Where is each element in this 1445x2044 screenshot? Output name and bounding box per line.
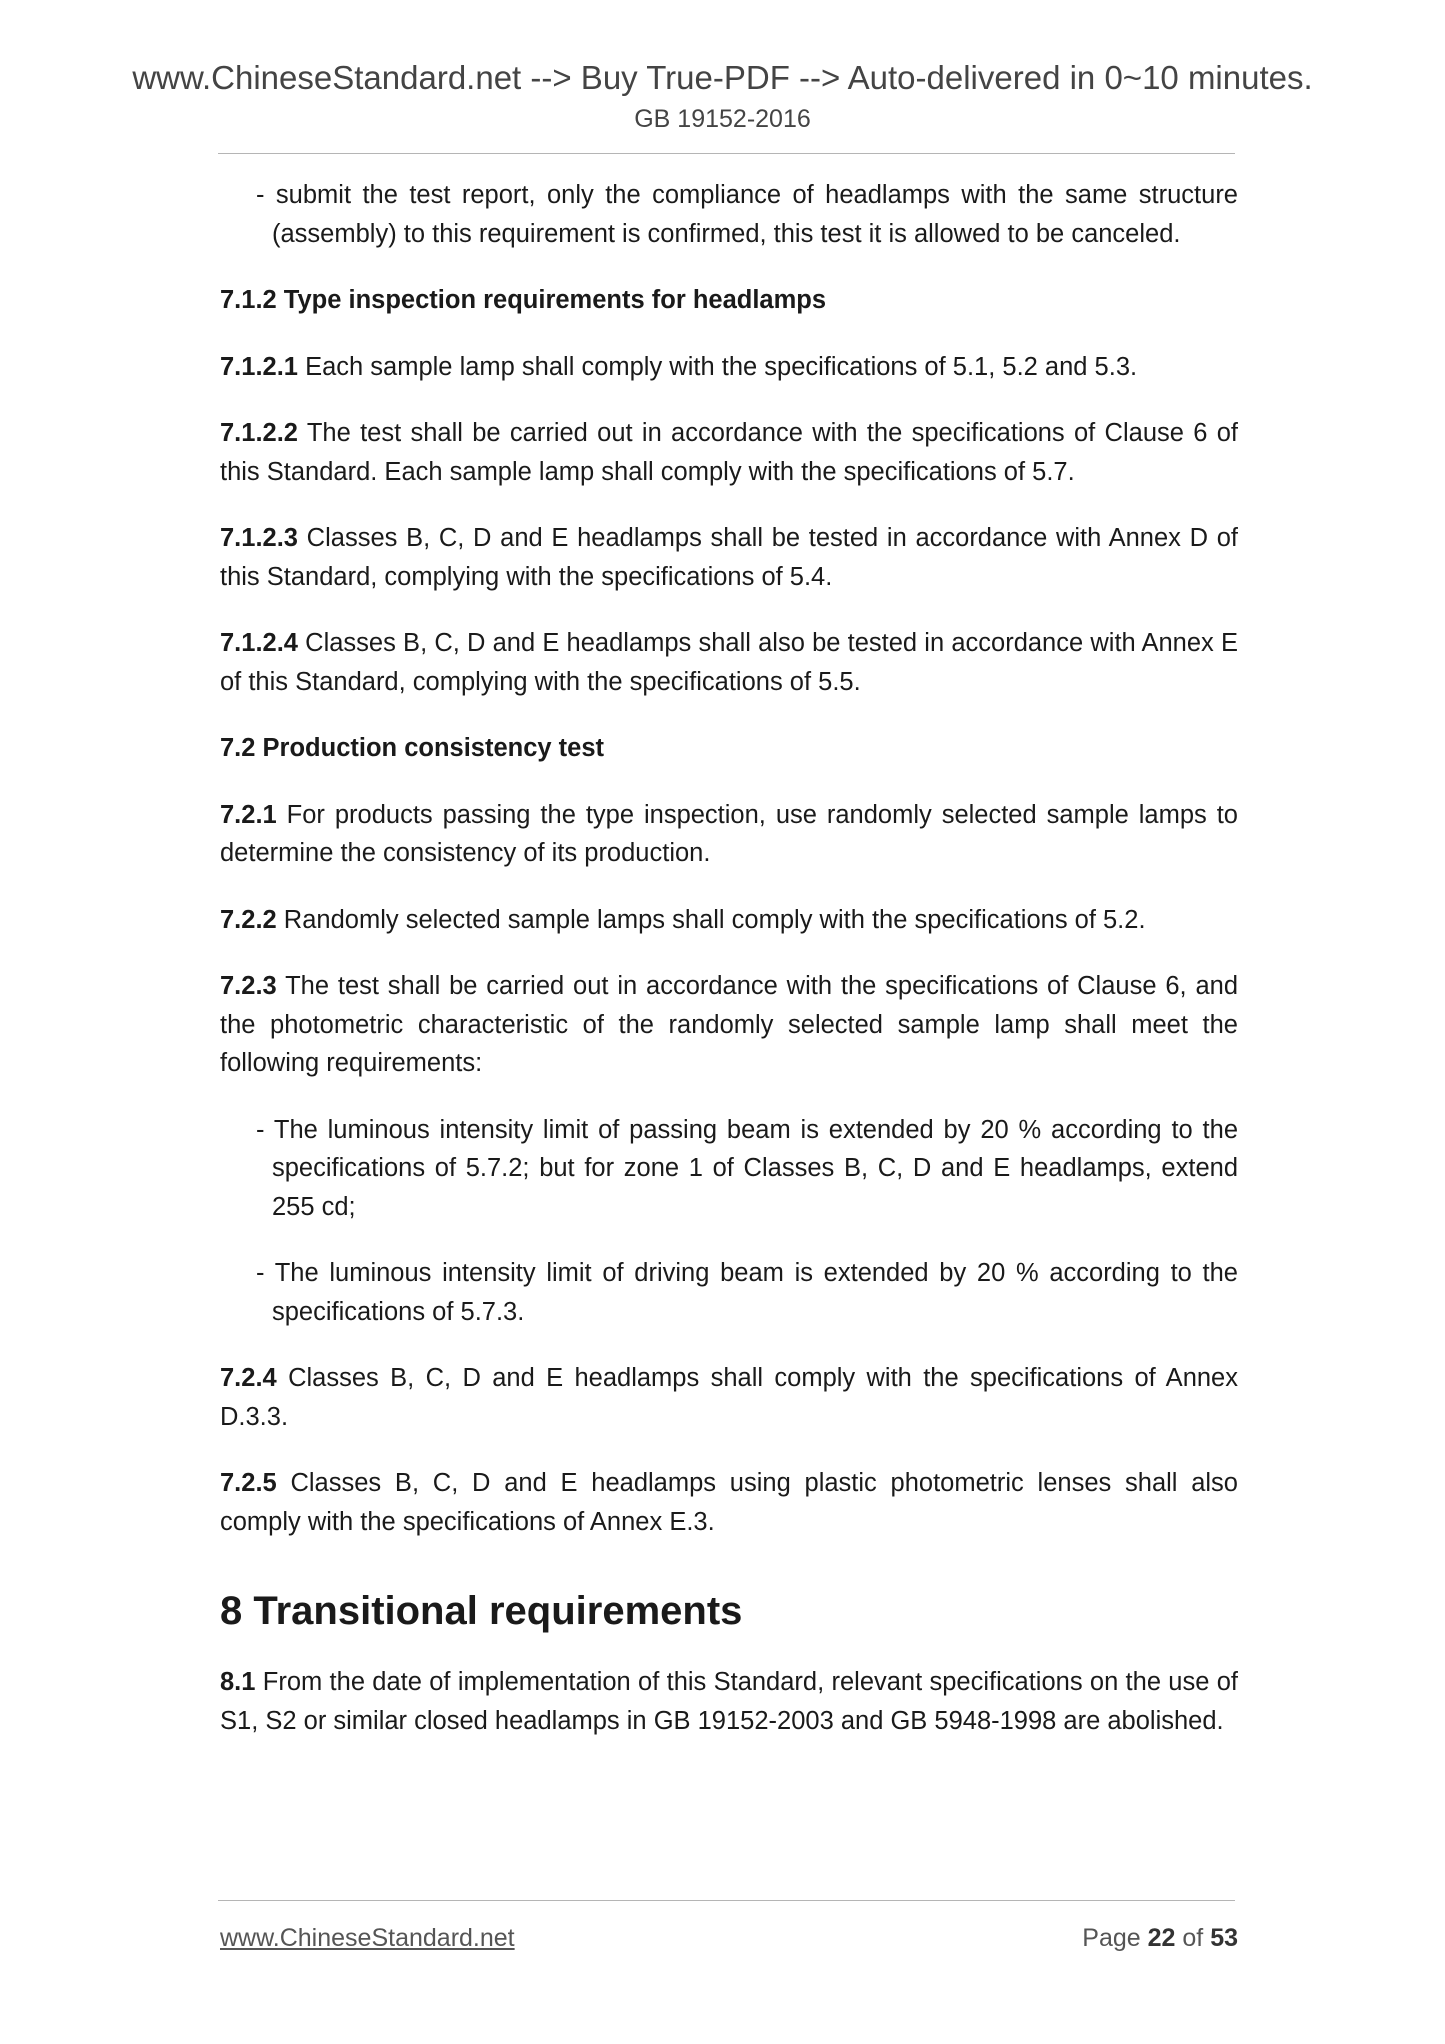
page-content [220,176,1238,1740]
header-divider [218,153,1235,154]
footer-link[interactable]: www.ChineseStandard.net [220,1924,515,1952]
clause-text: The test shall be carried out in accordance with the specifications of Clause 6, and the photometric characteristic of the randomly selected sample lamp shall meet the following requirements: [220,972,1238,1077]
clause-text: The test shall be carried out in accordance with the specifications of Clause 6 of this Standard. Each sample lamp shall comply with the specifications of 5.7. [220,419,1238,486]
clause-7-2-5 [220,1464,1238,1541]
clause-number: 7.2.5 [220,1469,277,1497]
footer-divider [218,1900,1235,1901]
clause-7-2-3 [220,967,1238,1083]
page-current: 22 [1147,1924,1176,1952]
clause-7-2-2 [220,901,1238,940]
clause-7-1-2-4 [220,624,1238,701]
clause-number: 7.2.1 [220,800,277,829]
clause-number: 7.1.2.1 [220,352,298,381]
clause-number: 7.2.4 [220,1364,277,1392]
page-of: of [1175,1924,1211,1952]
standard-code: GB 19152-2016 [634,105,811,133]
clause-number: 8.1 [220,1668,256,1696]
clause-text: For products passing the type inspection, use randomly selected sample lamps to determine the consistency of its production. [220,800,1238,867]
section-heading-7-1-2: 7.1.2 Type inspection requirements for headlamps [220,286,827,314]
clause-7-1-2-3 [220,519,1238,596]
clause-text: Each sample lamp shall comply with the specifications of 5.1, 5.2 and 5.3. [297,352,1138,381]
list-item: - The luminous intensity limit of driving beam is extended by 20 % according to the specifications of 5.7.3. [256,1259,1238,1326]
clause-text: Classes B, C, D and E headlamps using plastic photometric lenses shall also comply with the specifications of Annex E.3. [220,1469,1238,1536]
chapter-heading-8: 8 Transitional requirements [220,1589,743,1633]
clause-text: Randomly selected sample lamps shall comply with the specifications of 5.2. [276,905,1146,934]
clause-text: Classes B, C, D and E headlamps shall comply with the specifications of Annex D.3.3. [220,1364,1238,1431]
page-prefix: Page [1082,1924,1148,1952]
clause-number: 7.1.2.2 [220,419,298,447]
clause-number: 7.1.2.3 [220,524,298,552]
clause-7-1-2-1 [220,348,1238,387]
clause-number: 7.2.2 [220,905,277,934]
clause-number: 7.2.3 [220,972,277,1000]
page-number [1072,1923,1238,1953]
clause-text: Classes B, C, D and E headlamps shall also be tested in accordance with Annex E of this Standard, complying with the specifications of 5.5. [220,629,1238,696]
clause-text: Classes B, C, D and E headlamps shall be tested in accordance with Annex D of this Standard, complying with the specifications of 5.4. [220,524,1238,591]
page-total: 53 [1210,1924,1238,1952]
list-item: - The luminous intensity limit of passing beam is extended by 20 % according to the specifications of 5.7.2; but for zone 1 of Classes B, C, D and E headlamps, extend 255 cd; [256,1115,1238,1221]
clause-7-2-4 [220,1359,1238,1436]
section-heading-7-2: 7.2 Production consistency test [220,734,605,762]
clause-number: 7.1.2.4 [220,629,298,657]
clause-8-1 [220,1663,1238,1740]
clause-7-2-1 [220,796,1238,873]
list-item: - submit the test report, only the compliance of headlamps with the same structure (assembly) to this requirement is confirmed, this test it is allowed to be canceled. [256,181,1238,248]
clause-text: From the date of implementation of this Standard, relevant specifications on the use of S1, S2 or similar closed headlamps in GB 19152-2003 and GB 5948-1998 are abolished. [220,1668,1238,1735]
header-banner: www.ChineseStandard.net --> Buy True-PDF --> Auto-delivered in 0~10 minutes. [132,59,1313,96]
clause-7-1-2-2 [220,414,1238,491]
